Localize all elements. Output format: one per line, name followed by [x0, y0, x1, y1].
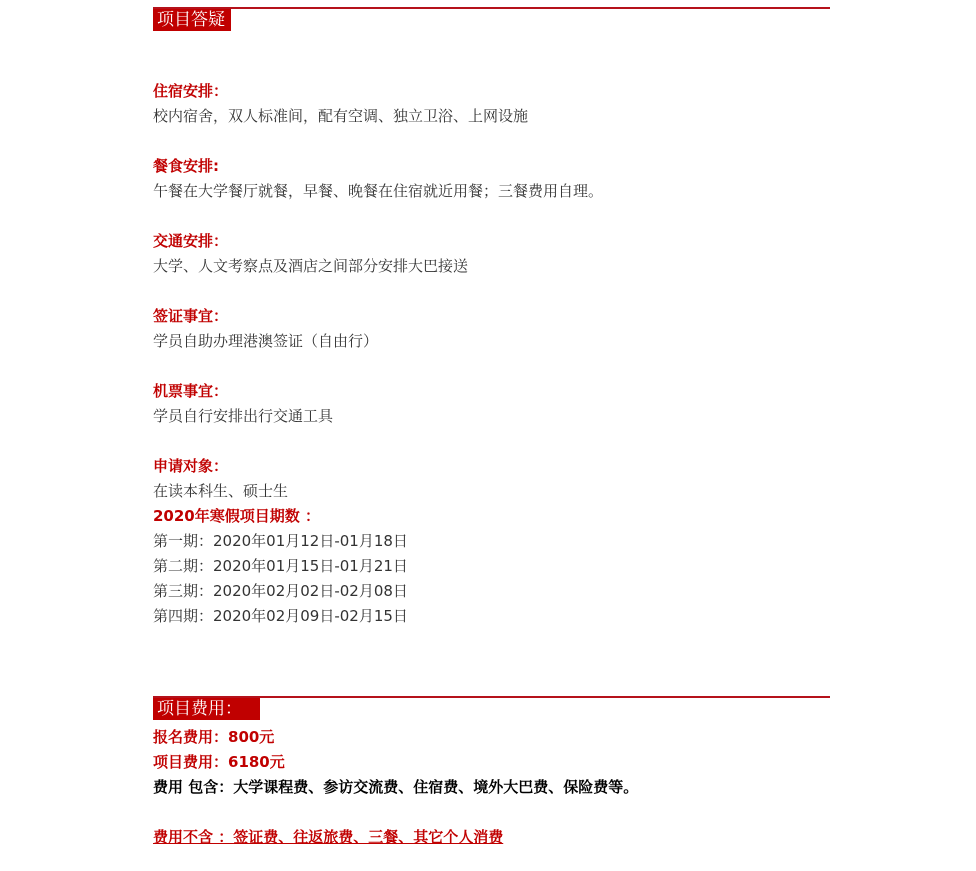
periods-block — [153, 504, 830, 629]
qa-item-transport — [153, 229, 830, 279]
qa-section-title: 项目答疑 — [153, 9, 231, 31]
fee-includes-text: 大学课程费、参访交流费、住宿费、境外大巴费、保险费等。 — [233, 778, 639, 796]
qa-item-text: 在读本科生、硕士生 — [153, 482, 289, 500]
qa-item-text: 大学、人文考察点及酒店之间部分安排大巴接送 — [153, 257, 469, 275]
qa-item-label: 餐食安排: — [153, 157, 219, 175]
qa-item-accommodation — [153, 79, 830, 129]
period-item: 第三期：2020年02月02日-02月08日 — [153, 582, 408, 600]
period-item: 第一期：2020年01月12日-01月18日 — [153, 532, 408, 550]
fees-section-title: 项目费用： — [153, 698, 260, 720]
qa-item-label: 机票事宜： — [153, 382, 229, 400]
qa-item-label: 签证事宜： — [153, 307, 229, 325]
qa-item-text: 校内宿舍，双人标准间，配有空调、独立卫浴、上网设施 — [153, 107, 529, 125]
content-column — [153, 0, 830, 850]
qa-item-text: 学员自助办理港澳签证（自由行） — [153, 332, 379, 350]
program-fee: 项目费用：6180元 — [153, 753, 285, 771]
qa-section-header — [153, 9, 830, 33]
qa-item-meals — [153, 154, 830, 204]
registration-fee: 报名费用：800元 — [153, 728, 275, 746]
qa-item-flights — [153, 379, 830, 429]
fees-section-header — [153, 698, 830, 722]
qa-item-label: 申请对象： — [153, 457, 229, 475]
qa-item-text: 学员自行安排出行交通工具 — [153, 407, 334, 425]
period-item: 第四期：2020年02月09日-02月15日 — [153, 607, 408, 625]
fees-block — [153, 725, 830, 850]
qa-item-label: 住宿安排： — [153, 82, 229, 100]
fee-excludes: 费用不含 ：签证费、往返旅费、三餐、其它个人消费 — [153, 828, 504, 846]
period-item: 第二期：2020年01月15日-01月21日 — [153, 557, 408, 575]
qa-item-visa — [153, 304, 830, 354]
qa-item-text: 午餐在大学餐厅就餐，早餐、晚餐在住宿就近用餐；三餐费用自理。 — [153, 182, 604, 200]
qa-item-eligibility — [153, 454, 830, 504]
periods-title: 2020年寒假项目期数 ： — [153, 507, 320, 525]
fee-includes — [153, 775, 830, 800]
qa-item-label: 交通安排： — [153, 232, 229, 250]
fee-includes-label: 费用 包含： — [153, 778, 234, 796]
